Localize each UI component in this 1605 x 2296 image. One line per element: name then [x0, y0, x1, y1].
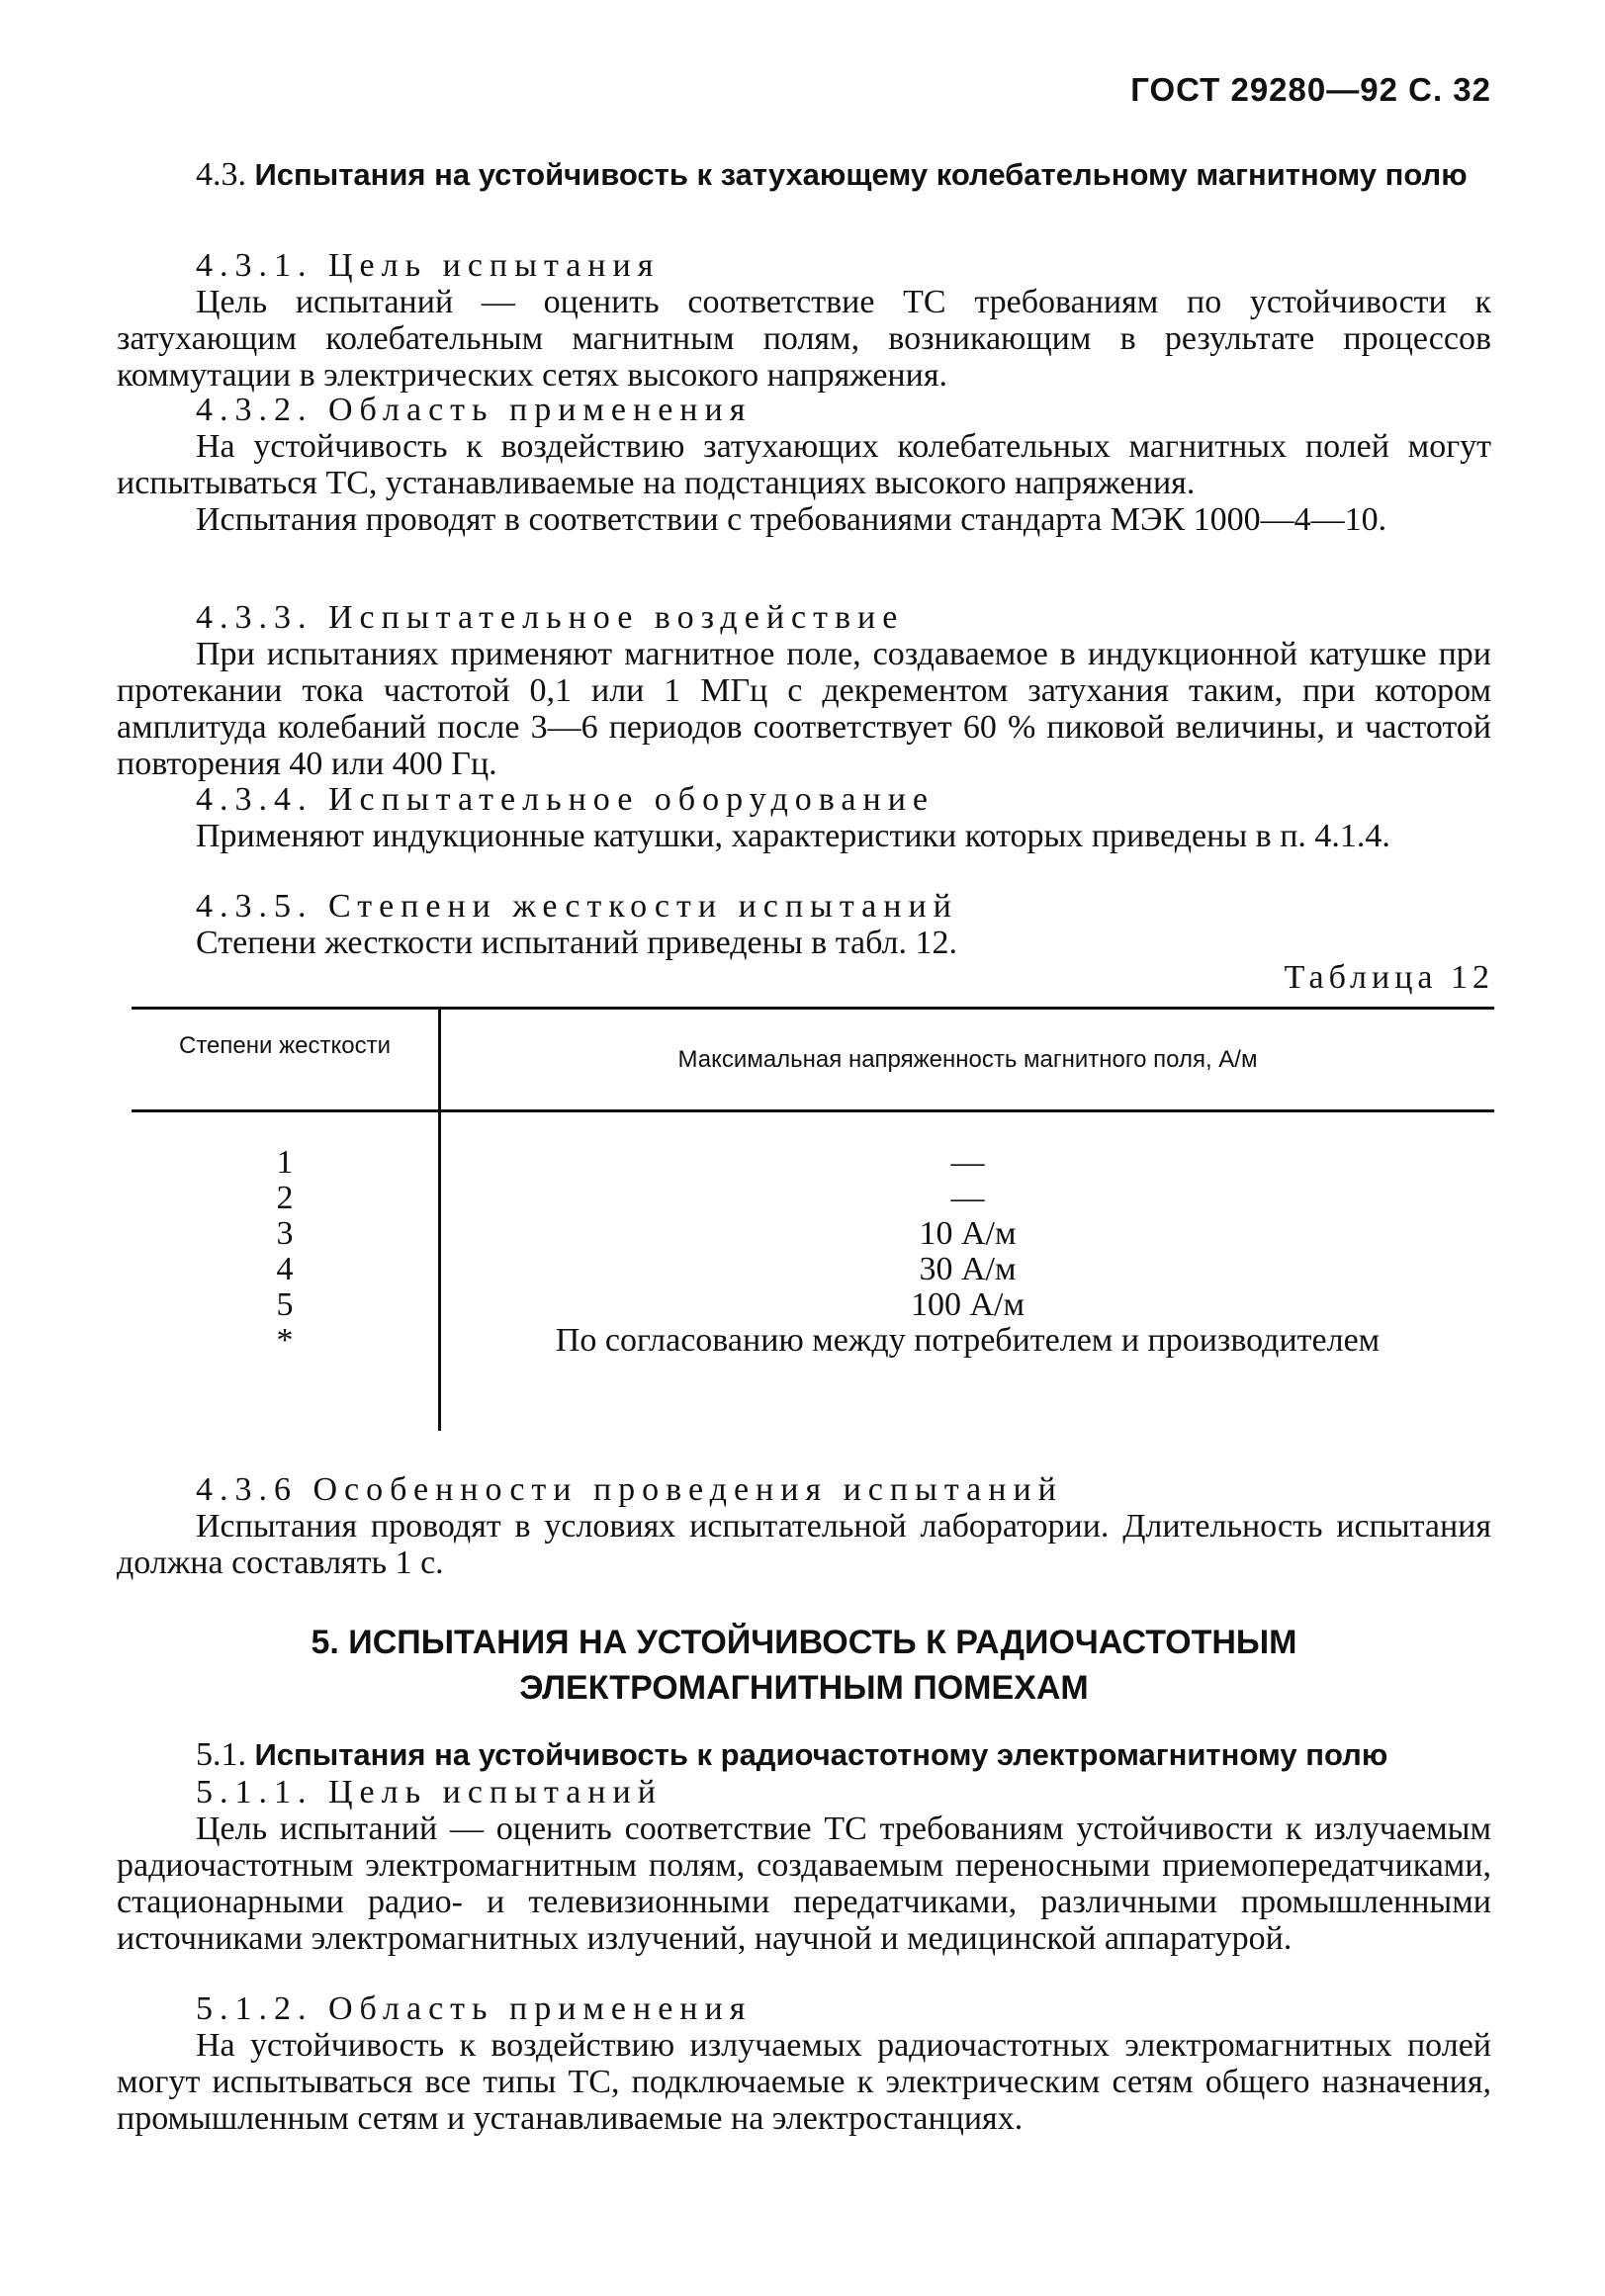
section-5-1-2-heading: 5.1.2. Область применения: [196, 1990, 753, 2027]
section-4-3-4-text: Применяют индукционные катушки, характеристики которых приведены в п. 4.1.4.: [196, 818, 1390, 854]
section-4-3-4: [117, 781, 1491, 854]
table-cell-value: По согласованию между потребителем и производителем: [555, 1322, 1381, 1359]
table-cell-value: 100 А/м: [910, 1286, 1025, 1323]
section-4-3-6: [117, 1471, 1491, 1581]
section-4-3-number: 4.3.: [196, 156, 246, 193]
section-4-3-3-heading: 4.3.3. Испытательное воздействие: [196, 599, 905, 636]
section-5-1-1-heading: 5.1.1. Цель испытаний: [196, 1774, 663, 1810]
section-5-1-2: [117, 1990, 1491, 2137]
section-4-3-title: [117, 156, 1491, 193]
table-row: 3: [276, 1215, 294, 1252]
section-5-1-title: [117, 1736, 1491, 1773]
section-4-3-5-heading: 4.3.5. Степени жесткости испытаний: [196, 888, 958, 925]
table-12: [132, 1007, 1494, 1434]
table-row: 1: [276, 1144, 294, 1181]
section-4-3-2-text-1: На устойчивость к воздействию затухающих колебательных магнитных полей могут испытываться ТС, устанавливаемые на подстанциях высокого напряжения.: [117, 428, 1491, 501]
section-4-3-1-text: Цель испытаний — оценить соответствие ТС требованиям по устойчивости к затухающим колебательным магнитным полям, возникающим в результате процессов коммутации в электрических сетях высокого напряжения.: [117, 284, 1491, 394]
table-row: *: [276, 1322, 294, 1359]
section-4-3-3: [117, 599, 1491, 782]
table-col1-header: Степени жесткости: [179, 1032, 391, 1059]
section-5-1-1-text: Цель испытаний — оценить соответствие ТС требованиям устойчивости к излучаемым радиочастотным электромагнитным полям, создаваемым переносными приемопередатчиками, стационарными радио- и телевизионными передатчиками, различными промышленными источниками электромагнитных излучений, научной и медицинской аппаратурой.: [117, 1810, 1491, 1957]
table-top-rule: [132, 1007, 1494, 1010]
section-5-1-number: 5.1.: [196, 1736, 246, 1773]
section-5-heading-line-1: 5. ИСПЫТАНИЯ НА УСТОЙЧИВОСТЬ К РАДИОЧАСТОТНЫМ: [311, 1624, 1297, 1661]
table-col2-header: Максимальная напряженность магнитного поля, А/м: [677, 1046, 1258, 1073]
table-row: 4: [276, 1251, 294, 1287]
section-4-3-3-text: При испытаниях применяют магнитное поле, создаваемое в индукционной катушке при протекании тока частотой 0,1 или 1 МГц с декрементом затухания таким, при котором амплитуда колебаний после 3—6 периодов соответствует 60 % пиковой величины, и частотой повторения 40 или 400 Гц.: [117, 636, 1491, 782]
table-12-caption: Таблица 12: [1284, 959, 1494, 996]
section-5-1: [117, 1736, 1491, 1773]
section-5-heading-line-2: ЭЛЕКТРОМАГНИТНЫМ ПОМЕХАМ: [519, 1669, 1089, 1707]
page-header: ГОСТ 29280—92 С. 32: [1130, 71, 1491, 108]
section-4-3-6-heading: 4.3.6 Особенности проведения испытаний: [196, 1471, 1063, 1508]
section-5-1-2-text: На устойчивость к воздействию излучаемых радиочастотных электромагнитных полей могут испытываться все типы ТС, подключаемые к электрическим сетям общего назначения, промышленным сетям и устанавливаемые на электростанциях.: [117, 2027, 1491, 2137]
section-4-3-5-text: Степени жесткости испытаний приведены в табл. 12.: [196, 925, 957, 961]
section-5-heading: [117, 1620, 1491, 1711]
section-5-1-1: [117, 1774, 1491, 1957]
section-5-1-heading: Испытания на устойчивость к радиочастотному электромагнитному полю: [254, 1737, 1388, 1772]
table-cell-value: 10 А/м: [919, 1215, 1017, 1252]
table-row: 2: [276, 1180, 294, 1216]
table-cell-value: 30 А/м: [919, 1251, 1017, 1287]
section-4-3-2: [117, 392, 1491, 538]
table-row: 5: [276, 1286, 294, 1323]
table-cell-value: —: [950, 1180, 985, 1216]
section-4-3: [117, 156, 1491, 193]
section-4-3-6-text: Испытания проводят в условиях испытательной лаборатории. Длительность испытания должна составлять 1 с.: [117, 1508, 1491, 1581]
section-4-3-1: [117, 247, 1491, 394]
section-4-3-5: [117, 888, 1491, 961]
section-4-3-2-heading: 4.3.2. Область применения: [196, 392, 753, 428]
section-4-3-heading: Испытания на устойчивость к затухающему колебательному магнитному полю: [254, 157, 1468, 192]
section-4-3-2-text-2: Испытания проводят в соответствии с требованиями стандарта МЭК 1000—4—10.: [196, 501, 1387, 538]
table-header-rule: [132, 1109, 1494, 1112]
table-cell-value: —: [950, 1144, 985, 1181]
section-4-3-1-heading: 4.3.1. Цель испытания: [196, 247, 661, 284]
section-4-3-4-heading: 4.3.4. Испытательное оборудование: [196, 781, 935, 818]
